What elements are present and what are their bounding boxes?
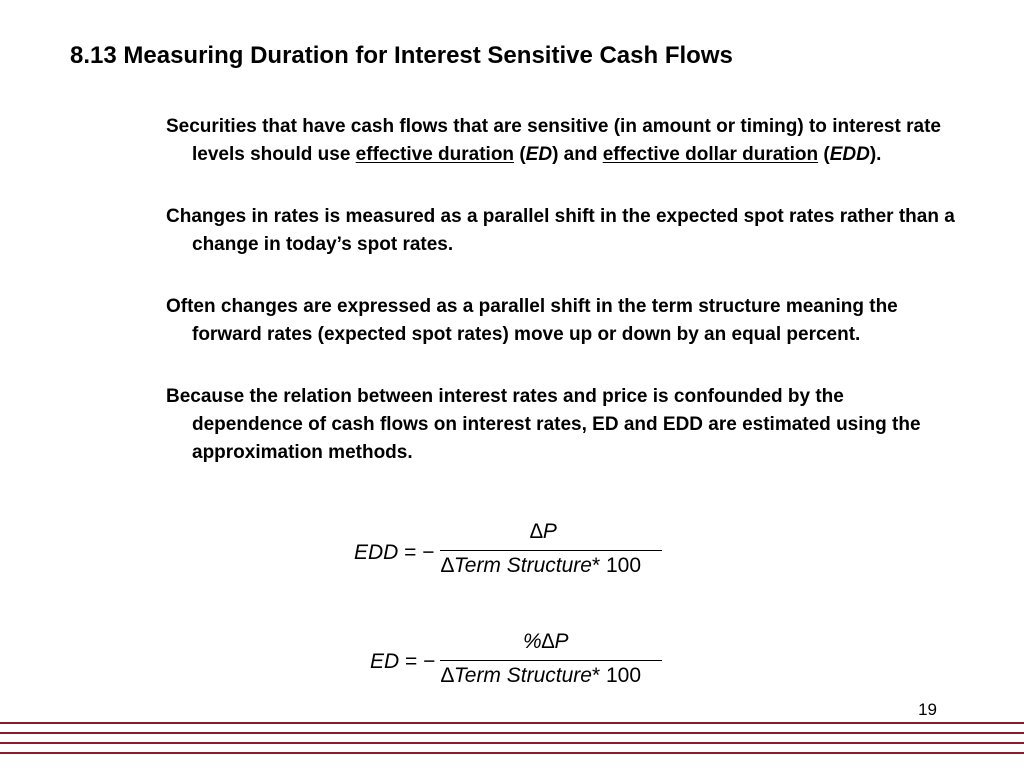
slide-title: 8.13 Measuring Duration for Interest Sensitive Cash Flows [70,42,733,69]
bullet-text: Securities that have cash flows that are sensitive (in amount or timing) to interest rate levels should use [166,116,941,165]
bullet-item [166,383,956,467]
formula-numerator: %∆P [523,630,569,653]
formula-denominator [441,554,641,578]
delta-symbol: ∆ [441,664,454,687]
italic-abbreviation: ED [525,144,553,165]
denominator-text: Term Structure [453,664,592,687]
bullet-list [166,113,956,467]
denominator-tail: * 100 [591,664,642,687]
italic-abbreviation: EDD [829,144,870,165]
footer-rule [0,752,1024,754]
bullet-item [166,113,956,169]
page-number: 19 [918,700,937,719]
delta-symbol: ∆ [441,554,454,577]
formula-lhs [370,650,435,674]
bullet-text: ( [818,144,830,165]
formula-lhs [354,541,435,565]
formula-denominator [441,664,641,688]
denominator-tail: * 100 [591,554,642,577]
formula-lhs-variable: ED [370,650,400,673]
formula-operator: = − [398,541,435,564]
denominator-text: Term Structure [453,554,592,577]
footer-rule [0,742,1024,744]
bullet-item [166,293,956,349]
bullet-item [166,203,956,259]
underlined-term: effective dollar duration [602,144,819,165]
bullet-text: ) and [552,144,603,165]
formula-numerator: ∆P [530,520,557,543]
bullet-text: Often changes are expressed as a parallel shift in the term structure meaning the forward rates (expected spot rates) move up or down by an equal percent. [166,296,898,345]
footer-rule [0,722,1024,724]
footer-rule [0,732,1024,734]
formula-lhs-variable: EDD [354,541,399,564]
bullet-text: Because the relation between interest rates and price is confounded by the dependence of cash flows on interest rates, ED and EDD are estimated using the approximation methods. [166,386,921,463]
formula-operator: = − [399,650,436,673]
bullet-text: ( [514,144,526,165]
footer-rules [0,722,1024,762]
fraction-bar [440,660,662,661]
bullet-text: Changes in rates is measured as a parallel shift in the expected spot rates rather than a change in today’s spot rates. [166,206,955,255]
bullet-text: ). [869,144,882,165]
underlined-term: effective duration [355,144,515,165]
fraction-bar [440,550,662,551]
